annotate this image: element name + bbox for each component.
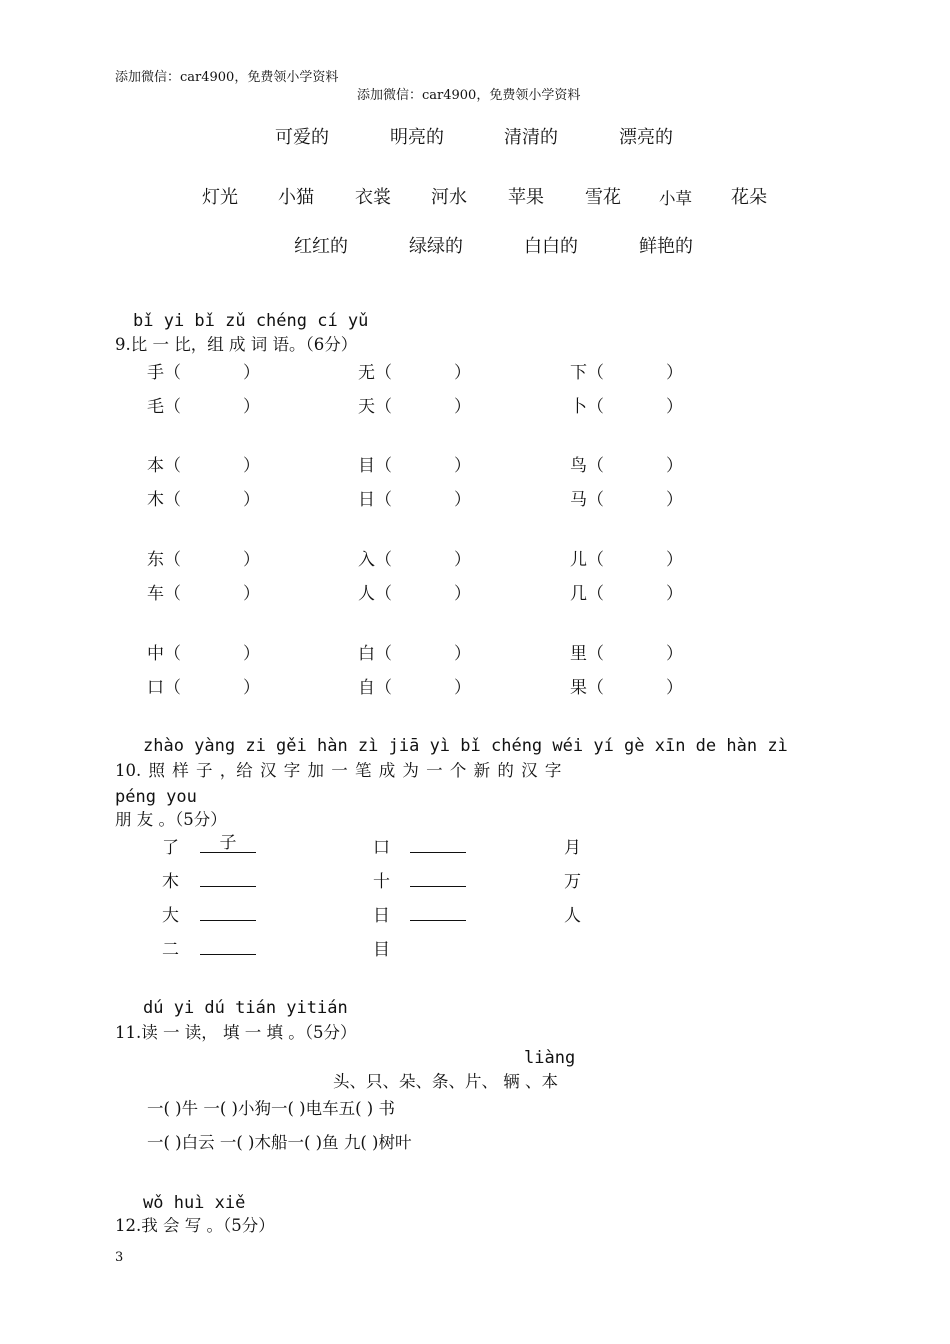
q9-answer-close-8-2[interactable]: ） xyxy=(454,678,471,698)
q9-answer-close-5-3[interactable]: ） xyxy=(666,550,683,570)
q9-answer-close-8-3[interactable]: ） xyxy=(666,678,683,698)
q10-title-2: 朋 友 。（5分） xyxy=(115,810,227,829)
q9-char-2-2: 天（ xyxy=(358,397,392,417)
q9-answer-close-3-1[interactable]: ） xyxy=(243,456,260,476)
q9-answer-close-7-1[interactable]: ） xyxy=(243,644,260,664)
q9-char-2-3: 卜（ xyxy=(570,397,604,417)
q9-char-2-1: 毛（ xyxy=(147,397,181,417)
q10-char-c-1: 月 xyxy=(564,838,581,858)
q9-answer-close-2-2[interactable]: ） xyxy=(454,397,471,417)
watermark-line-1: 添加微信：car4900，免费领小学资料 xyxy=(115,70,339,85)
q10-char-a-3: 大 xyxy=(162,906,179,926)
q8-noun-3: 衣裳 xyxy=(355,187,391,208)
q8-noun-7: 小草 xyxy=(659,189,692,208)
q10-char-a-1: 了 xyxy=(162,838,179,858)
q9-char-8-1: 口（ xyxy=(147,678,181,698)
q11-line-1: 一( )牛 一( )小狗一( )电车五( ) 书 xyxy=(147,1099,395,1118)
q9-char-8-3: 果（ xyxy=(570,678,604,698)
q10-blank-a-1[interactable]: 子 xyxy=(200,834,256,853)
q9-answer-close-7-2[interactable]: ） xyxy=(454,644,471,664)
q9-answer-close-5-2[interactable]: ） xyxy=(454,550,471,570)
q9-char-3-2: 目（ xyxy=(358,456,392,476)
q8-adj-3: 清清的 xyxy=(504,127,558,148)
q11-title: 11.读 一 读， 填 一 填 。（5分） xyxy=(115,1023,357,1042)
q9-answer-close-5-1[interactable]: ） xyxy=(243,550,260,570)
q8-adj-1: 可爱的 xyxy=(275,127,329,148)
q10-char-b-4: 目 xyxy=(373,940,390,960)
q8-adj-7: 白白的 xyxy=(524,236,578,257)
q10-pinyin-2: péng you xyxy=(115,787,197,807)
q12-pinyin: wǒ huì xiě xyxy=(143,1193,246,1213)
q8-adj-4: 漂亮的 xyxy=(619,127,673,148)
q8-noun-1: 灯光 xyxy=(202,187,238,208)
q9-answer-close-4-3[interactable]: ） xyxy=(666,490,683,510)
q9-char-3-1: 本（ xyxy=(147,456,181,476)
q9-answer-close-6-3[interactable]: ） xyxy=(666,584,683,604)
q10-blank-a-3[interactable] xyxy=(200,902,256,921)
q8-adj-6: 绿绿的 xyxy=(409,236,463,257)
q9-answer-close-4-2[interactable]: ） xyxy=(454,490,471,510)
q9-char-1-3: 下（ xyxy=(570,363,604,383)
q8-noun-5: 苹果 xyxy=(508,187,544,208)
q9-char-3-3: 鸟（ xyxy=(570,456,604,476)
q8-adj-2: 明亮的 xyxy=(390,127,444,148)
q9-char-6-3: 几（ xyxy=(570,584,604,604)
q8-adj-5: 红红的 xyxy=(294,236,348,257)
watermark-line-2: 添加微信：car4900，免费领小学资料 xyxy=(357,88,581,103)
q9-answer-close-4-1[interactable]: ） xyxy=(243,490,260,510)
q9-char-6-2: 人（ xyxy=(358,584,392,604)
q10-blank-a-4[interactable] xyxy=(200,936,256,955)
q12-title: 12.我 会 写 。（5分） xyxy=(115,1216,275,1235)
q9-pinyin: bǐ yi bǐ zǔ chéng cí yǔ xyxy=(133,311,369,331)
q10-blank-b-3[interactable] xyxy=(410,902,466,921)
q9-char-4-1: 木（ xyxy=(147,490,181,510)
q10-char-b-3: 日 xyxy=(373,906,390,926)
q9-answer-close-1-1[interactable]: ） xyxy=(243,363,260,383)
q11-pinyin: dú yi dú tián yitián xyxy=(143,998,348,1018)
q9-answer-close-1-3[interactable]: ） xyxy=(666,363,683,383)
q9-char-5-1: 东（ xyxy=(147,550,181,570)
q10-char-a-2: 木 xyxy=(162,872,179,892)
q10-blank-b-2[interactable] xyxy=(410,868,466,887)
q11-measure-words: 头、只、朵、条、片、 辆 、本 xyxy=(333,1072,558,1091)
q8-noun-8: 花朵 xyxy=(731,187,767,208)
q10-char-c-2: 万 xyxy=(564,872,581,892)
q11-line-2: 一( )白云 一( )木船一( )鱼 九( )树叶 xyxy=(147,1133,412,1152)
q9-answer-close-2-1[interactable]: ） xyxy=(243,397,260,417)
q10-title-1: 10. 照 样 子 ，给 汉 字 加 一 笔 成 为 一 个 新 的 汉 字 xyxy=(115,761,562,780)
q9-char-4-2: 日（ xyxy=(358,490,392,510)
q9-answer-close-8-1[interactable]: ） xyxy=(243,678,260,698)
q9-char-7-3: 里（ xyxy=(570,644,604,664)
q9-answer-close-3-3[interactable]: ） xyxy=(666,456,683,476)
q9-answer-close-7-3[interactable]: ） xyxy=(666,644,683,664)
q9-answer-close-1-2[interactable]: ） xyxy=(454,363,471,383)
q10-blank-a-2[interactable] xyxy=(200,868,256,887)
q9-answer-close-6-1[interactable]: ） xyxy=(243,584,260,604)
q9-char-7-1: 中（ xyxy=(147,644,181,664)
q8-adj-8: 鲜艳的 xyxy=(639,236,693,257)
q9-char-6-1: 车（ xyxy=(147,584,181,604)
q10-blank-b-1[interactable] xyxy=(410,834,466,853)
q10-char-b-2: 十 xyxy=(373,872,390,892)
q10-char-a-4: 二 xyxy=(162,940,179,960)
q11-liang-pinyin: liàng xyxy=(524,1048,576,1068)
q8-noun-4: 河水 xyxy=(431,187,467,208)
q9-answer-close-3-2[interactable]: ） xyxy=(454,456,471,476)
q10-char-c-3: 人 xyxy=(564,906,581,926)
q10-char-b-1: 口 xyxy=(373,838,390,858)
q9-title: 9.比 一 比，组 成 词 语。（6分） xyxy=(115,335,358,354)
q8-noun-6: 雪花 xyxy=(585,187,621,208)
q10-pinyin-1: zhào yàng zi gěi hàn zì jiā yì bǐ chéng wéi yí gè xīn de hàn zì xyxy=(143,736,788,756)
q9-char-8-2: 自（ xyxy=(358,678,392,698)
q8-noun-2: 小猫 xyxy=(278,187,314,208)
q9-answer-close-6-2[interactable]: ） xyxy=(454,584,471,604)
q9-char-7-2: 白（ xyxy=(358,644,392,664)
q9-char-1-1: 手（ xyxy=(147,363,181,383)
q9-char-1-2: 无（ xyxy=(358,363,392,383)
q9-char-5-3: 儿（ xyxy=(570,550,604,570)
q9-char-5-2: 入（ xyxy=(358,550,392,570)
page-number: 3 xyxy=(115,1250,124,1265)
q9-answer-close-2-3[interactable]: ） xyxy=(666,397,683,417)
q9-char-4-3: 马（ xyxy=(570,490,604,510)
